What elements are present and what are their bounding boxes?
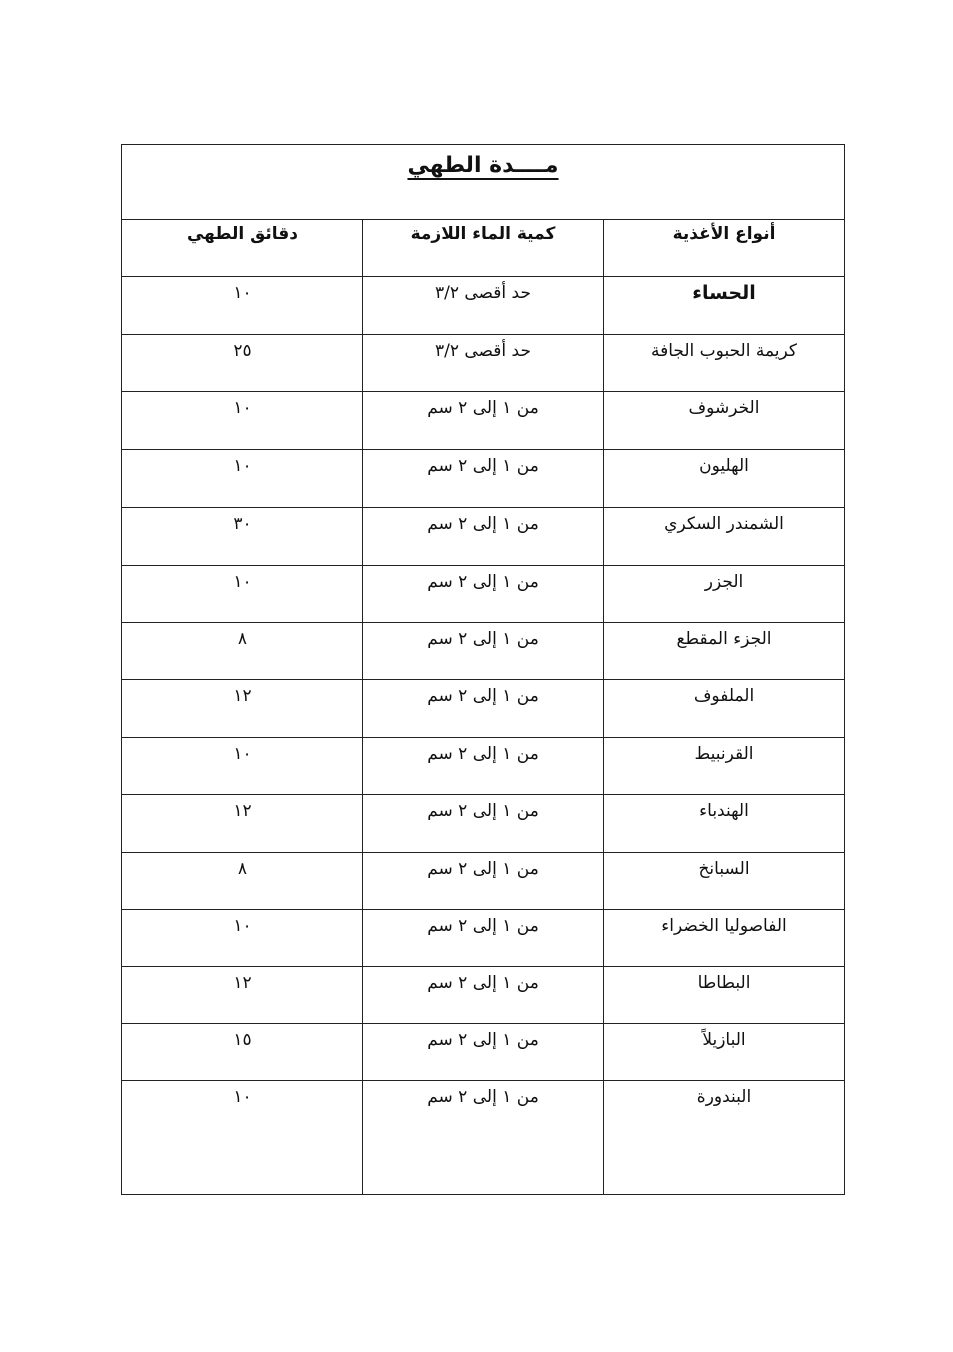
food-cell: الفاصوليا الخضراء bbox=[603, 910, 844, 966]
food-cell: الملفوف bbox=[603, 680, 844, 737]
minutes-cell: ١٠ bbox=[233, 456, 252, 476]
table-row bbox=[122, 1024, 844, 1081]
food-cell: البازيلاً bbox=[603, 1024, 844, 1080]
water-cell: من ١ إلى ٢ سم bbox=[362, 853, 603, 909]
header-water-amount: كمية الماء اللازمة bbox=[362, 220, 603, 276]
food-cell: القرنبيط bbox=[603, 738, 844, 794]
table-row bbox=[122, 392, 844, 450]
water-cell: من ١ إلى ٢ سم bbox=[362, 566, 603, 622]
water-cell: من ١ إلى ٢ سم bbox=[362, 910, 603, 966]
table-row bbox=[122, 623, 844, 680]
table-row bbox=[122, 910, 844, 967]
water-cell: حد أقصى ٣/٢ bbox=[362, 335, 603, 391]
food-cell: الشمندر السكري bbox=[603, 508, 844, 565]
food-cell: البطاطا bbox=[603, 967, 844, 1023]
table-row bbox=[122, 853, 844, 910]
food-cell: البندورة bbox=[603, 1081, 844, 1195]
table-row bbox=[122, 277, 844, 335]
minutes-cell: ١٠ bbox=[233, 283, 252, 303]
table-row bbox=[122, 450, 844, 508]
minutes-cell: ١٠ bbox=[233, 916, 252, 936]
water-cell: من ١ إلى ٢ سم bbox=[362, 795, 603, 852]
minutes-cell: ١٠ bbox=[233, 744, 252, 764]
table-row bbox=[122, 738, 844, 795]
minutes-cell: ١٠ bbox=[233, 398, 252, 418]
food-cell: الحساء bbox=[603, 277, 844, 334]
water-cell: من ١ إلى ٢ سم bbox=[362, 1024, 603, 1080]
minutes-cell: ٨ bbox=[237, 629, 248, 649]
page-title: مــــدة الطهي bbox=[407, 153, 559, 178]
table-row bbox=[122, 680, 844, 738]
table-row bbox=[122, 1081, 844, 1195]
food-cell: كريمة الحبوب الجافة bbox=[603, 335, 844, 391]
table-title-row bbox=[122, 145, 844, 220]
food-cell: السبانخ bbox=[603, 853, 844, 909]
water-cell: من ١ إلى ٢ سم bbox=[362, 738, 603, 794]
minutes-cell: ٣٠ bbox=[233, 514, 252, 534]
minutes-cell: ١٢ bbox=[233, 686, 252, 706]
food-cell: الجزء المقطع bbox=[603, 623, 844, 679]
water-cell: حد أقصى ٣/٢ bbox=[362, 277, 603, 334]
water-cell: من ١ إلى ٢ سم bbox=[362, 1081, 603, 1195]
minutes-cell: ١٠ bbox=[233, 572, 252, 592]
table-row bbox=[122, 795, 844, 853]
water-cell: من ١ إلى ٢ سم bbox=[362, 392, 603, 449]
water-cell: من ١ إلى ٢ سم bbox=[362, 508, 603, 565]
minutes-cell: ١٢ bbox=[233, 801, 252, 821]
minutes-cell: ١٢ bbox=[233, 973, 252, 993]
minutes-cell: ١٥ bbox=[233, 1030, 252, 1050]
header-food-types: أنواع الأغذية bbox=[603, 220, 844, 276]
header-row bbox=[122, 220, 844, 277]
water-cell: من ١ إلى ٢ سم bbox=[362, 450, 603, 507]
minutes-cell: ١٠ bbox=[233, 1087, 252, 1107]
table-body bbox=[122, 220, 844, 1195]
food-cell: الخرشوف bbox=[603, 392, 844, 449]
minutes-cell: ٨ bbox=[237, 859, 248, 879]
cooking-time-table bbox=[121, 144, 845, 1195]
table-row bbox=[122, 508, 844, 566]
water-cell: من ١ إلى ٢ سم bbox=[362, 680, 603, 737]
table-row bbox=[122, 967, 844, 1024]
food-cell: الهليون bbox=[603, 450, 844, 507]
table-row bbox=[122, 335, 844, 392]
food-cell: الهندباء bbox=[603, 795, 844, 852]
minutes-cell: ٢٥ bbox=[233, 341, 252, 361]
food-cell: الجزر bbox=[603, 566, 844, 622]
header-cooking-minutes: دقائق الطهي bbox=[186, 224, 299, 244]
water-cell: من ١ إلى ٢ سم bbox=[362, 967, 603, 1023]
water-cell: من ١ إلى ٢ سم bbox=[362, 623, 603, 679]
table-row bbox=[122, 566, 844, 623]
